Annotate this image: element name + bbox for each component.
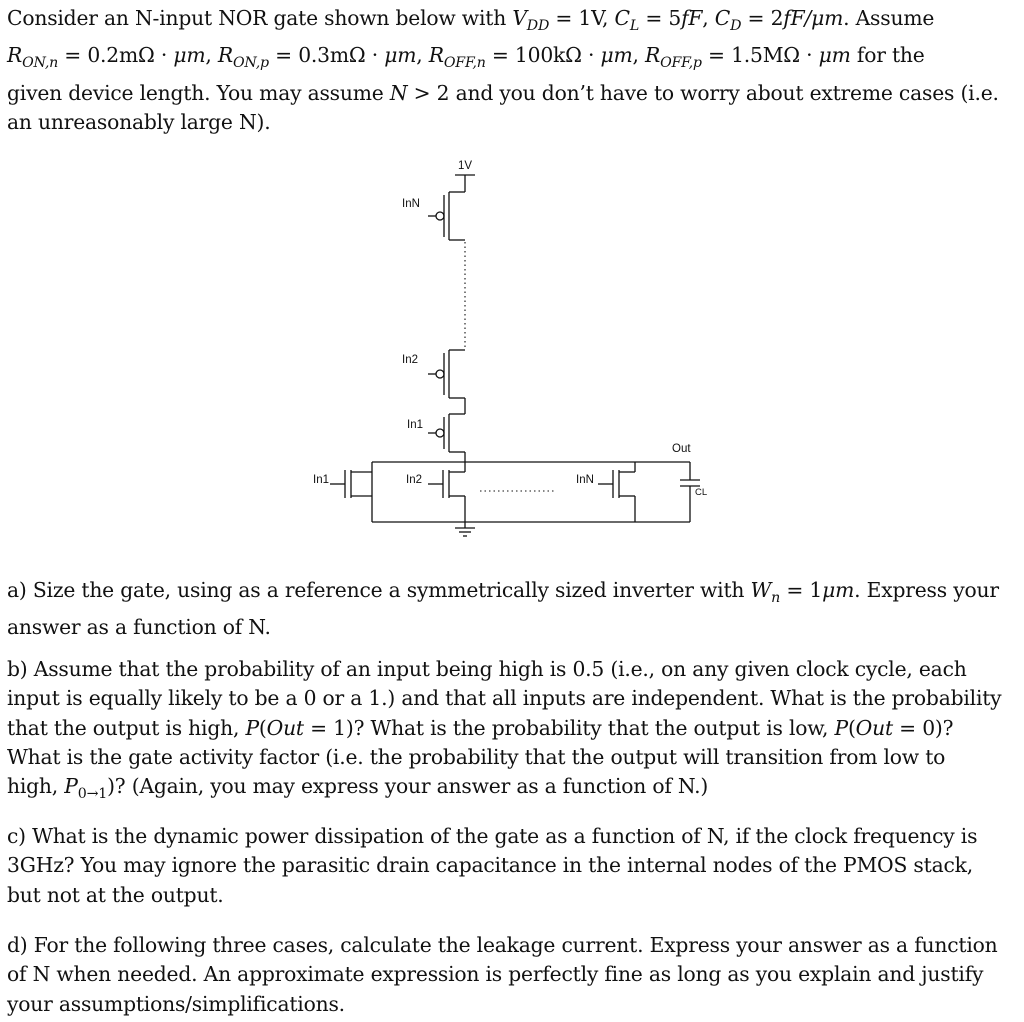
ron-n-unit: μm [173, 43, 206, 68]
part-a-line-2: answer as a function of N. [7, 615, 271, 640]
intro-line-3 [7, 79, 1017, 108]
ground-symbol [455, 528, 475, 536]
wn-subscript: n [771, 589, 781, 606]
nmos2-label: In2 [406, 474, 422, 486]
roff-n-subscript: OFF,n [443, 55, 486, 72]
question-part-c [7, 822, 1017, 910]
intro-line-2 [7, 41, 1017, 78]
part-d-line-1: d) For the following three cases, calculate the leakage current. Express your answer as a function [7, 933, 998, 957]
p-symbol: P [834, 715, 848, 740]
question-part-b [7, 655, 1017, 809]
cl-symbol: C [614, 6, 630, 30]
pmos-transistor-inn [402, 192, 465, 240]
part-b-text: )? (Again, you may express your answer as a function of N.) [107, 774, 709, 799]
roff-n-value: = 100kΩ · [485, 43, 601, 68]
part-a-text: . Express your [854, 578, 999, 602]
vdd-subscript: DD [526, 17, 550, 34]
cd-value: = 2 [741, 6, 784, 30]
intro-text: for the [850, 43, 925, 68]
paren: ( [258, 715, 267, 740]
roff-n-unit: μm [600, 43, 633, 68]
roff-n-symbol: R [428, 43, 444, 68]
pmos-mid-label: In2 [402, 354, 418, 366]
n-symbol: N [389, 80, 408, 105]
part-c-line-1: c) What is the dynamic power dissipation of the gate as a function of N, if the clock frequency is [7, 824, 978, 848]
p-symbol: P [64, 774, 78, 799]
intro-text: given device length. You may assume [7, 80, 390, 105]
ron-p-unit: μm [384, 43, 417, 68]
pmos-bot-label: In1 [407, 419, 423, 431]
intro-line-1 [7, 4, 1017, 41]
separator: , [205, 43, 218, 68]
load-capacitor [680, 462, 707, 522]
nmos-transistor-in1 [313, 470, 372, 498]
question-part-d [7, 931, 1017, 1019]
out-symbol: Out [855, 715, 893, 740]
intro-line-4: an unreasonably large N). [7, 109, 271, 134]
cap-label: CL [695, 487, 708, 498]
ron-p-symbol: R [217, 43, 233, 68]
vdd-symbol: V [512, 6, 527, 30]
part-b-text: ? [942, 715, 954, 740]
cl-unit: fF [681, 6, 703, 30]
separator: , [632, 43, 645, 68]
part-d-line-3: your assumptions/simplifications. [7, 991, 345, 1016]
nmosn-label: InN [576, 474, 594, 486]
ron-n-symbol: R [7, 43, 23, 68]
out-symbol: Out [266, 715, 304, 740]
part-c-line-3: but not at the output. [7, 882, 224, 907]
ron-n-value: = 0.2mΩ · [58, 43, 174, 68]
separator: , [416, 43, 429, 68]
nmos-transistor-inn [576, 462, 635, 522]
ron-p-value: = 0.3mΩ · [268, 43, 385, 68]
part-a-line-1 [7, 576, 1017, 613]
nor-gate-schematic [300, 150, 730, 550]
wn-value: = 1 [780, 578, 823, 602]
roff-p-symbol: R [645, 43, 661, 68]
cd-unit: fF/μm [783, 6, 844, 30]
problem-intro [7, 4, 1017, 137]
intro-text: . Assume [843, 6, 935, 30]
pmos-transistor-in1 [407, 414, 465, 452]
ron-p-subscript: ON,p [233, 55, 269, 72]
part-b-line-2: input is equally likely to be a 0 or a 1.) and that all inputs are independent. What is the probability [7, 686, 1002, 711]
part-c-line-2: 3GHz? You may ignore the parasitic drain capacitance in the internal nodes of the PMOS stack, [7, 853, 973, 878]
out-label: Out [672, 443, 691, 455]
intro-text: Consider an N-input NOR gate shown below with [7, 6, 513, 30]
vdd-label: 1V [458, 160, 473, 172]
wn-unit: μm [822, 578, 855, 602]
part-b-line-4: What is the gate activity factor (i.e. the probability that the output will transition from low to [7, 744, 946, 769]
question-part-a [7, 576, 1017, 643]
pmos-top-label: InN [402, 198, 420, 210]
part-b-line-5 [7, 772, 1017, 809]
wn-symbol: W [750, 578, 772, 602]
prob-high-value: = 1) [303, 715, 354, 740]
part-b-text: ? What is the probability that the output is low, [353, 715, 835, 740]
p-symbol: P [245, 715, 259, 740]
intro-text: > 2 and you don’t have to worry about extreme cases (i.e. [407, 80, 999, 105]
separator: , [702, 6, 715, 30]
part-b-text: high, [7, 774, 65, 799]
part-d-line-2: of N when needed. An approximate expression is perfectly fine as long as you explain and justify [7, 962, 984, 987]
ron-n-subscript: ON,n [22, 55, 59, 72]
part-b-line-3 [7, 714, 1017, 743]
part-a-text: a) Size the gate, using as a reference a symmetrically sized inverter with [7, 578, 751, 602]
prob-low-value: = 0) [892, 715, 943, 740]
part-b-text: that the output is high, [7, 715, 246, 740]
roff-p-unit: μm [818, 43, 851, 68]
cd-subscript: D [730, 17, 742, 34]
pmos-transistor-in2 [402, 350, 465, 398]
transition-subscript: 0→1 [77, 786, 108, 803]
part-b-line-1: b) Assume that the probability of an input being high is 0.5 (i.e., on any given clock cycle, each [7, 657, 967, 681]
roff-p-subscript: OFF,p [660, 55, 702, 72]
nmos-transistor-in2 [406, 462, 465, 528]
vdd-value: = 1V, [549, 6, 615, 30]
nmos1-label: In1 [313, 474, 329, 486]
cd-symbol: C [714, 6, 731, 30]
paren: ( [847, 715, 856, 740]
cl-subscript: L [629, 17, 640, 34]
cl-value: = 5 [639, 6, 682, 30]
roff-p-value: = 1.5MΩ · [701, 43, 819, 68]
vdd-supply [455, 160, 475, 192]
